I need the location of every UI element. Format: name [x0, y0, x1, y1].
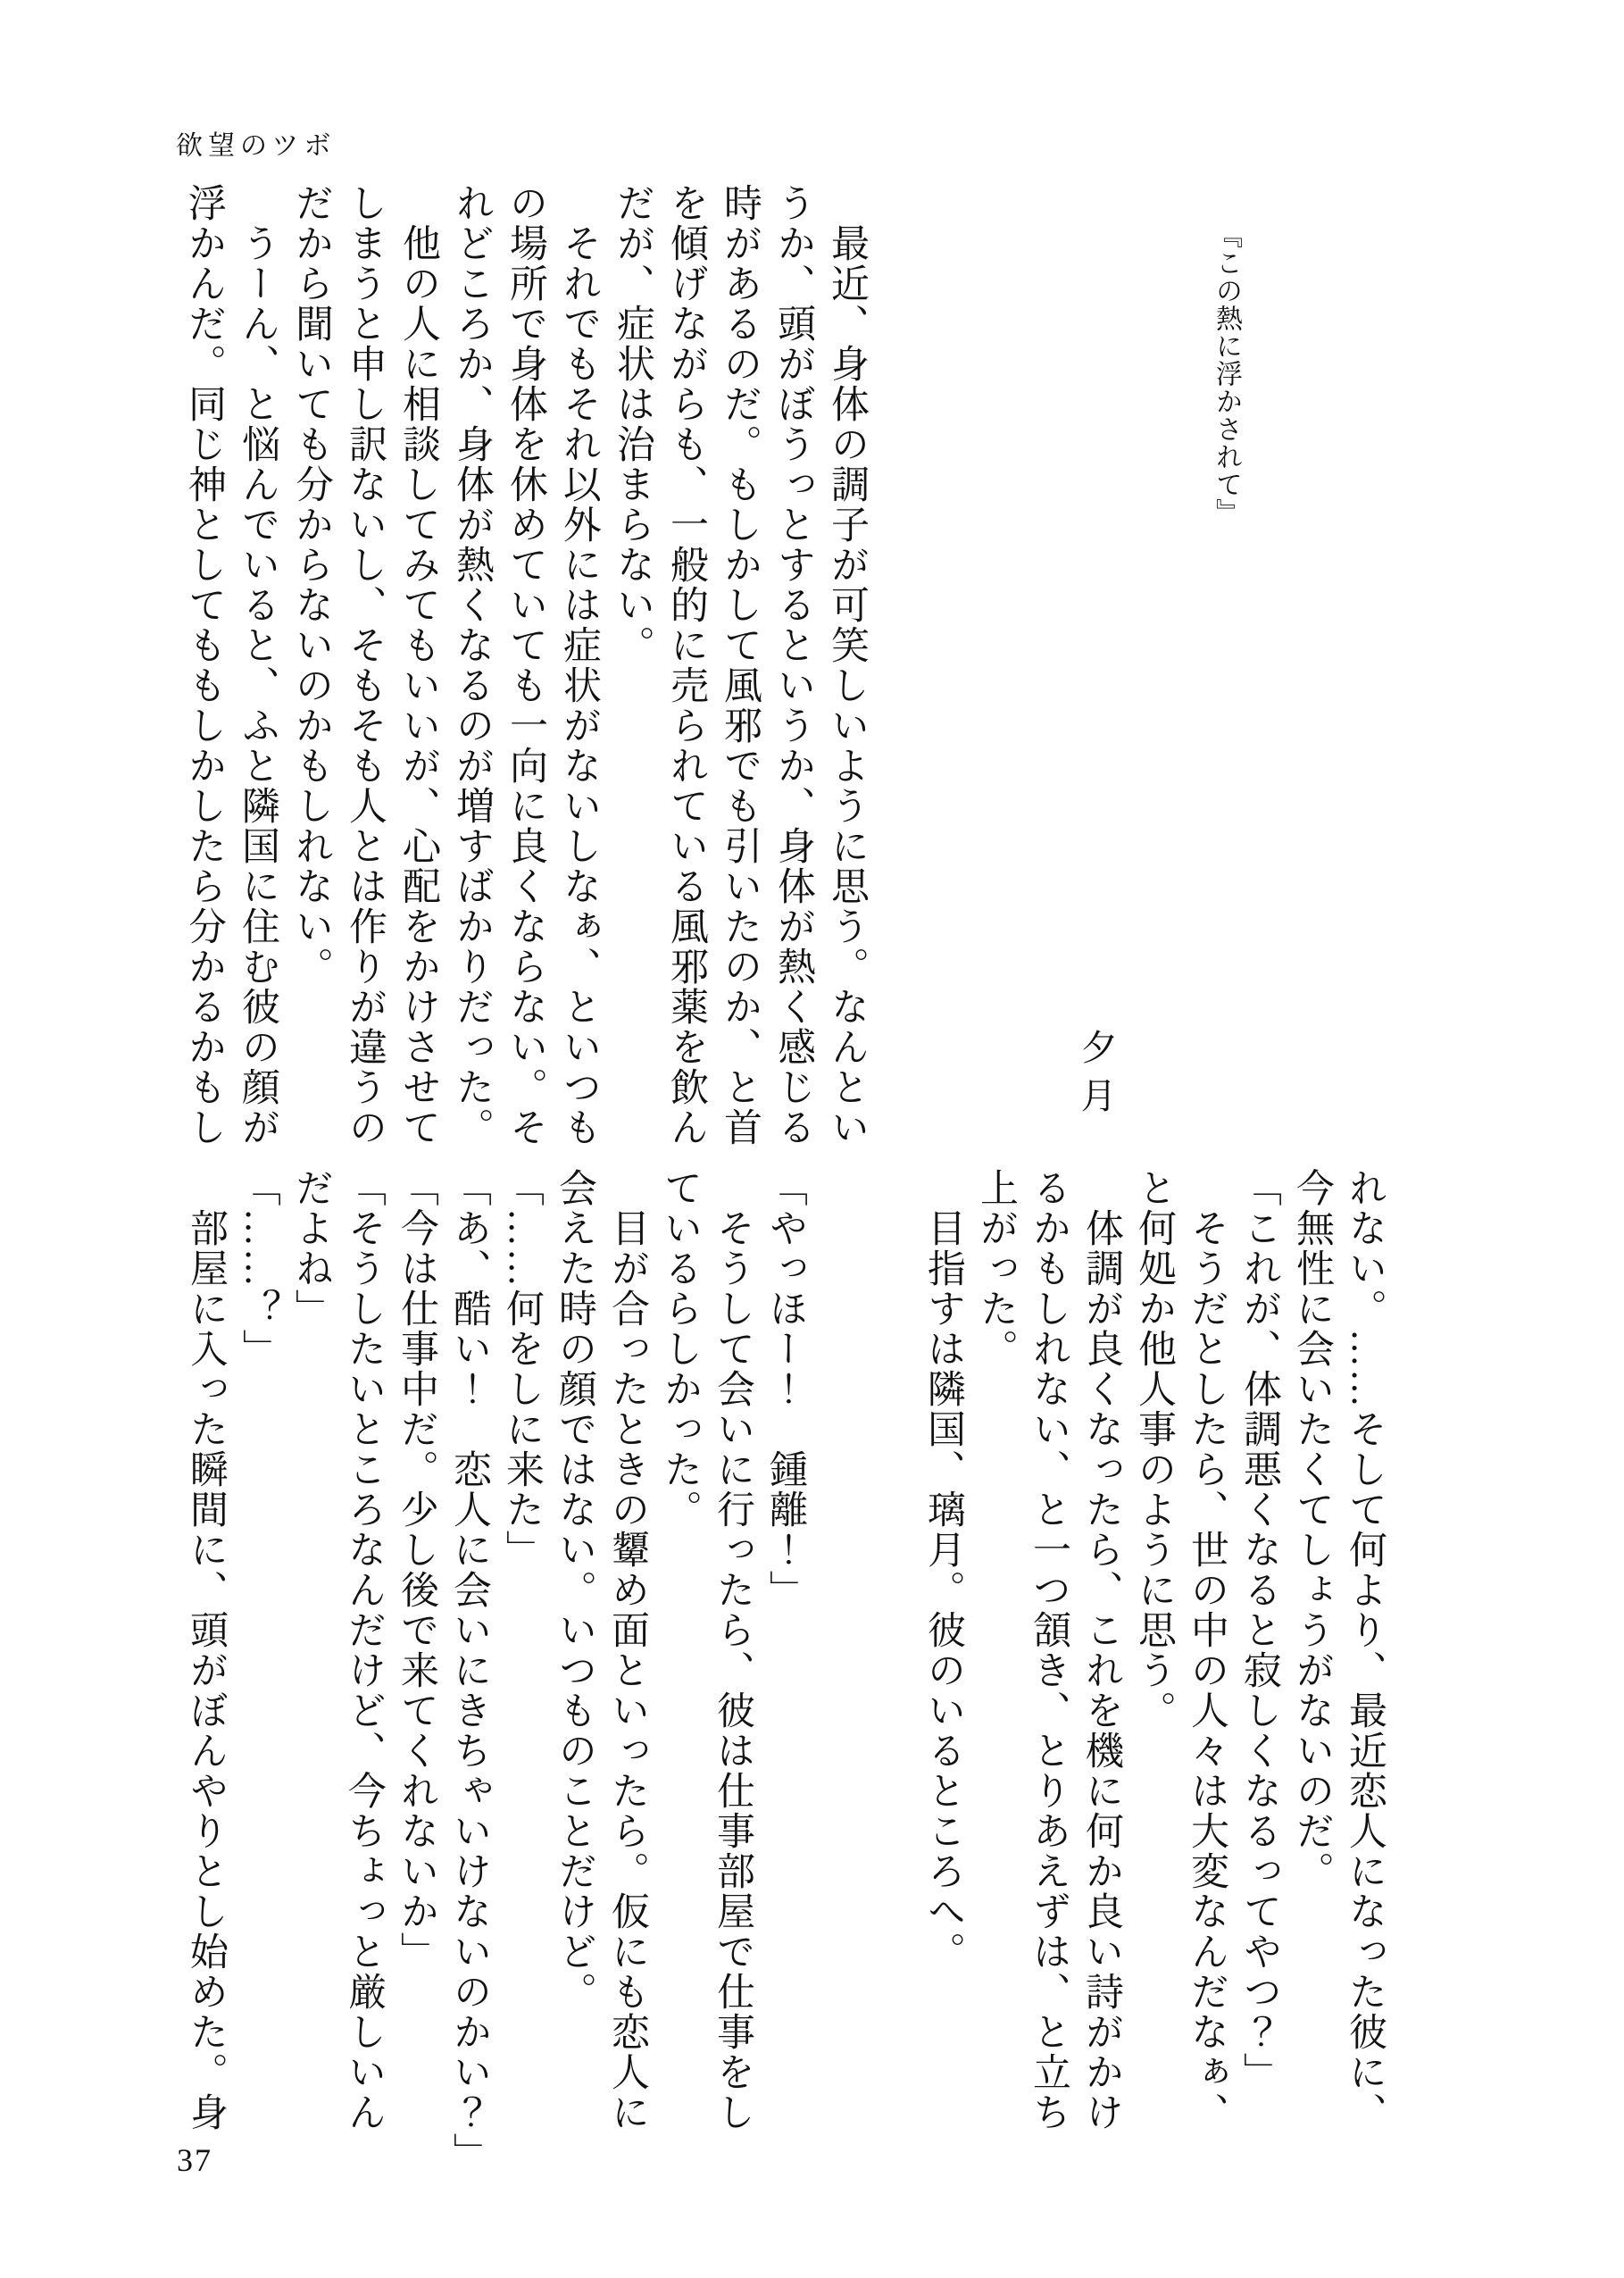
text-line: 「やっほー！ 鍾離！」	[764, 1168, 806, 1610]
text-line: れない。……そして何より、最近恋人になった彼に、	[1344, 1168, 1386, 2132]
text-line: 目指すは隣国、璃月。彼のいるところへ。	[922, 1168, 964, 1972]
text-line: 部屋に入った瞬間に、頭がぼんやりとし始めた。身	[185, 1168, 227, 2132]
text-line: それでもそれ以外には症状がないしなぁ、といつも	[558, 183, 600, 1147]
text-line: 上がった。	[975, 1168, 1017, 1369]
story-author: 夕月	[1076, 1029, 1116, 1125]
text-line: だよね」	[290, 1168, 332, 1329]
lower-text-block	[179, 1168, 1391, 2186]
text-line: うか、頭がぼうっとするというか、身体が熱く感じる	[772, 183, 814, 1147]
text-line: と何処か他人事のように思う。	[1133, 1168, 1175, 1731]
text-line: 体調が良くなったら、これを機に何か良い詩がかけ	[1080, 1168, 1122, 2132]
text-line: 「あ、酷い！ 恋人に会いにきちゃいけないのかい？」	[448, 1168, 490, 2173]
text-line: だから聞いても分からないのかもしれない。	[290, 183, 332, 987]
text-line: そうだとしたら、世の中の人々は大変なんだなぁ、	[1186, 1168, 1228, 2132]
running-header: 欲望のツボ	[176, 131, 337, 161]
text-line: 時があるのだ。もしかして風邪でも引いたのか、と首	[719, 183, 761, 1147]
text-line: を傾げながらも、一般的に売られている風邪薬を飲ん	[665, 183, 707, 1147]
text-line: 最近、身体の調子が可笑しいように思う。なんとい	[826, 183, 868, 1147]
text-line: れどころか、身体が熱くなるのが増すばかりだった。	[451, 183, 493, 1147]
text-line: そうして会いに行ったら、彼は仕事部屋で仕事をし	[712, 1168, 754, 2132]
text-line: 浮かんだ。同じ神としてももしかしたら分かるかもし	[183, 183, 225, 1147]
story-title: 『この熱に浮かされて』	[1212, 221, 1241, 526]
text-line: 会えた時の顔ではない。いつものことだけど。	[554, 1168, 595, 2012]
text-line-blank	[864, 1168, 917, 2186]
text-line-blank	[812, 1168, 864, 2186]
text-line: 目が合ったときの顰め面といったら。仮にも恋人に	[606, 1168, 648, 2132]
text-line: 「そうしたいところなんだけど、今ちょっと厳しいん	[343, 1168, 385, 2132]
text-line: 「……？」	[237, 1168, 279, 1369]
text-line: 「これが、体調悪くなると寂しくなるってやつ？」	[1238, 1168, 1280, 2092]
text-line: 今無性に会いたくてしょうがないのだ。	[1291, 1168, 1333, 1891]
page-number: 37	[177, 2142, 212, 2178]
text-line: ているらしかった。	[659, 1168, 701, 1530]
text-line: しまうと申し訳ないし、そもそも人とは作りが違うの	[344, 183, 386, 1147]
text-line: の場所で身体を休めていても一向に良くならない。そ	[504, 183, 546, 1147]
text-line: だが、症状は治まらない。	[612, 183, 654, 665]
text-line: うーん、と悩んでいると、ふと隣国に住む彼の顔が	[237, 183, 279, 1147]
text-line: 他の人に相談してみてもいいが、心配をかけさせて	[397, 183, 439, 1147]
text-line: るかもしれない、と一つ頷き、とりあえずは、と立ち	[1028, 1168, 1070, 2132]
text-line: 「今は仕事中だ。少し後で来てくれないか」	[396, 1168, 437, 1972]
upper-text-block	[177, 183, 873, 1170]
text-line: 「……何をしに来た」	[501, 1168, 543, 1570]
